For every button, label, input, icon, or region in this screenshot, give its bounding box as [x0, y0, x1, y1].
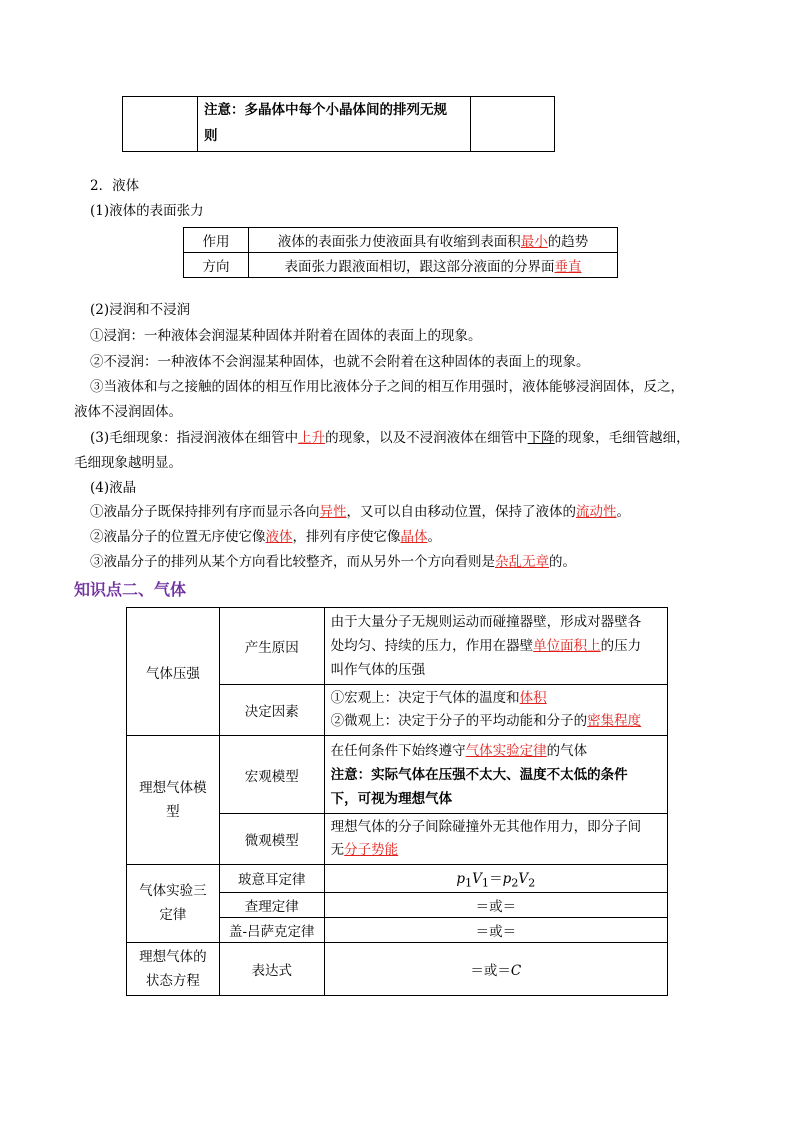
lc-1-mid: ，又可以自由移动位置，保持了液体的	[346, 504, 576, 520]
state-expr-eq: ＝或＝	[470, 962, 511, 979]
capillary-post: 的现象，毛细管越细，	[554, 430, 690, 446]
boyle-v2: V	[518, 871, 529, 887]
capillary-pre: (3)毛细现象：指浸润液体在细管中	[90, 430, 299, 446]
tension-row-direction-label: 方向	[184, 253, 249, 278]
lc-title: (4)液晶	[90, 480, 137, 496]
factor-1-pre: ①宏观上：决定于气体的温度和	[330, 690, 520, 706]
cause-line-2-key: 单位面积上	[533, 638, 601, 654]
laws-label-2: 定律	[159, 907, 187, 924]
boyle-eq: ＝	[489, 871, 503, 887]
top-table-note-line-1: 注意：多晶体中每个小晶体间的排列无规	[204, 102, 447, 118]
wetting-item-2: ②不浸润：一种液体不会润湿某种固体，也就不会附着在这种固体的表面上的现象。	[90, 354, 590, 370]
charles-formula: ＝或＝	[324, 892, 667, 917]
ideal-micro-text	[324, 814, 667, 865]
macro-1-post: 的气体	[546, 742, 588, 759]
lc-item-1	[90, 500, 630, 524]
tension-table	[183, 227, 618, 278]
capillary-key-rise: 上升	[298, 430, 326, 446]
tension-row-action-label: 作用	[184, 228, 249, 253]
cause-line-2-post: 的压力	[600, 638, 642, 654]
state-label-2: 状态方程	[145, 972, 200, 989]
tension-action-key: 最小	[520, 234, 548, 250]
lc-2-key1: 液体	[265, 529, 293, 545]
top-table-left-cell	[123, 97, 198, 152]
surface-tension-title: (1)液体的表面张力	[90, 203, 204, 219]
capillary-line-1	[90, 426, 690, 450]
macro-1-pre: 在任何条件下始终遵守	[330, 742, 466, 759]
gay-lussac-label: 盖-吕萨克定律	[219, 917, 324, 942]
pressure-label: 气体压强	[127, 608, 220, 736]
top-table	[122, 96, 555, 152]
charles-label: 查理定律	[219, 892, 324, 917]
top-table-note-line-2: 则	[204, 128, 218, 144]
lc-2-pre: ②液晶分子的位置无序使它像	[90, 529, 266, 545]
ideal-model-label	[127, 736, 220, 865]
boyle-s4: 2	[528, 876, 536, 890]
top-table-note-cell	[198, 97, 471, 152]
pressure-factor-text	[324, 685, 667, 736]
boyle-s2: 1	[481, 876, 490, 890]
lc-1-key1: 异性	[319, 504, 347, 520]
lc-3-pre: ③液晶分子的排列从某个方向看比较整齐，而从另外一个方向看则是	[90, 554, 495, 570]
macro-1-key: 气体实验定律	[465, 742, 547, 759]
lc-2-key2: 晶体	[400, 529, 428, 545]
pressure-cause-text	[324, 608, 667, 685]
tension-action-post: 的趋势	[547, 234, 589, 250]
lc-1-pre: ①液晶分子既保持排列有序而显示各向	[90, 504, 320, 520]
wetting-item-1: ①浸润：一种液体会润湿某种固体并附着在固体的表面上的现象。	[90, 328, 482, 344]
boyle-s1: 1	[464, 876, 473, 890]
laws-label	[127, 865, 220, 943]
boyle-formula	[324, 865, 667, 893]
tension-row-direction-value	[249, 253, 618, 278]
state-expr-label: 表达式	[219, 942, 324, 995]
cause-line-2-pre: 处均匀、持续的压力，作用在器壁	[330, 638, 534, 654]
ideal-macro-label: 宏观模型	[219, 736, 324, 814]
cause-line-1: 由于大量分子无规则运动而碰撞器壁，形成对器壁各	[330, 614, 642, 630]
state-equation-label	[127, 942, 220, 995]
boyle-label: 玻意耳定律	[219, 865, 324, 893]
micro-line-2-pre: 无	[330, 842, 345, 858]
pressure-cause-label: 产生原因	[219, 608, 324, 685]
lc-2-post: 。	[427, 529, 441, 545]
ideal-micro-label: 微观模型	[219, 814, 324, 865]
lc-item-3	[90, 550, 576, 574]
gas-heading: 知识点二、气体	[74, 580, 187, 599]
factor-2-pre: ②微观上：决定于分子的平均动能和分子的	[330, 713, 588, 729]
ideal-macro-text	[324, 736, 667, 814]
macro-note-2: 下，可视为理想气体	[330, 790, 453, 807]
pressure-factor-label: 决定因素	[219, 685, 324, 736]
lc-1-post: 。	[616, 504, 630, 520]
gay-lussac-formula: ＝或＝	[324, 917, 667, 942]
micro-line-1: 理想气体的分子间除碰撞外无其他作用力，即分子间	[330, 819, 642, 835]
capillary-mid: 的现象，以及不浸润液体在细管中	[325, 430, 528, 446]
state-label-1: 理想气体的	[139, 948, 207, 965]
capillary-key-fall: 下降	[527, 430, 555, 446]
boyle-s3: 2	[511, 876, 519, 890]
tension-direction-text: 表面张力跟液面相切，跟这部分液面的分界面	[284, 259, 555, 275]
state-expr-formula	[324, 942, 667, 995]
lc-3-key: 杂乱无章	[495, 554, 549, 570]
state-expr-c: C	[510, 962, 522, 979]
tension-row-action-value	[249, 228, 618, 253]
lc-item-2	[90, 525, 441, 549]
lc-1-key2: 流动性	[576, 504, 617, 520]
laws-label-1: 气体实验三	[139, 883, 207, 900]
tension-action-text: 液体的表面张力使液面具有收缩到表面积	[277, 234, 521, 250]
boyle-p2: p	[502, 871, 512, 887]
wetting-title: (2)浸润和不浸润	[90, 302, 191, 318]
boyle-p1: p	[456, 871, 465, 887]
ideal-label-1: 理想气体模	[139, 780, 207, 796]
cause-line-3: 叫作气体的压强	[330, 662, 426, 678]
micro-line-2-key: 分子势能	[344, 842, 399, 858]
liquid-title: 2．液体	[90, 178, 140, 194]
lc-2-mid: ，排列有序使它像	[292, 529, 401, 545]
wetting-item-3b: 液体不浸润固体。	[74, 404, 182, 420]
macro-note-1: 注意：实际气体在压强不太大、温度不太低的条件	[330, 766, 628, 783]
tension-direction-key: 垂直	[554, 259, 582, 275]
wetting-item-3a: ③当液体和与之接触的固体的相互作用比液体分子之间的相互作用强时，液体能够浸润固体，反之，	[90, 379, 684, 395]
gas-table	[126, 607, 668, 996]
top-table-right-cell	[471, 97, 555, 152]
capillary-line-2: 毛细现象越明显。	[74, 455, 182, 471]
factor-2-key: 密集程度	[587, 713, 642, 729]
ideal-label-2: 型	[166, 804, 180, 820]
factor-1-key: 体积	[519, 690, 547, 706]
lc-3-post: 的。	[549, 554, 576, 570]
boyle-v1: V	[472, 871, 482, 887]
